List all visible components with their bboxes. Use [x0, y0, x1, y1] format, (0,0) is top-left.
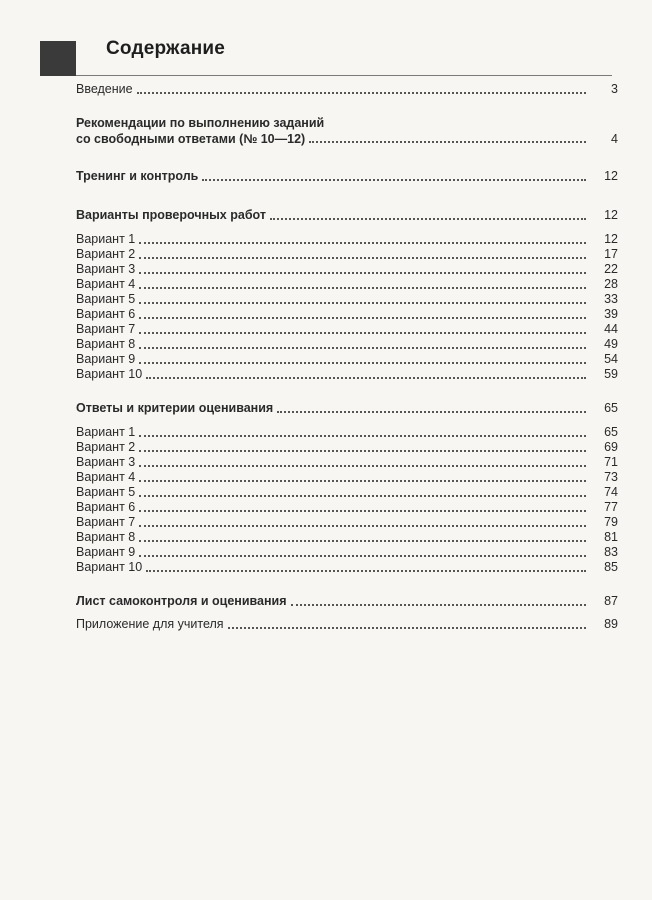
toc-entry-label: Вариант 10 — [76, 560, 143, 574]
toc-entry-page: 44 — [604, 322, 618, 336]
toc-entry-page: 12 — [604, 208, 618, 222]
toc-entry-variant[interactable] — [76, 352, 618, 367]
toc-entry-page: 65 — [604, 401, 618, 415]
dot-leader — [139, 540, 586, 542]
toc-entry-label: Введение — [76, 82, 133, 96]
toc-entry-answer-variant[interactable] — [76, 425, 618, 440]
toc-entry-page: 69 — [604, 440, 618, 454]
dot-leader — [228, 627, 586, 629]
toc-entry-training[interactable] — [76, 169, 618, 184]
toc-entry-page: 79 — [604, 515, 618, 529]
toc-entry-label: Вариант 5 — [76, 292, 136, 306]
toc-entry-label: Вариант 3 — [76, 262, 136, 276]
page-title: Содержание — [106, 38, 226, 59]
toc-entry-page: 54 — [604, 352, 618, 366]
toc-entry-page: 22 — [604, 262, 618, 276]
toc-entry-label: Вариант 9 — [76, 545, 136, 559]
toc-entry-label: Вариант 10 — [76, 367, 143, 381]
dot-leader — [139, 465, 586, 467]
toc-entry-page: 85 — [604, 560, 618, 574]
toc-entry-page: 87 — [604, 594, 618, 608]
toc-entry-answer-variant[interactable] — [76, 545, 618, 560]
toc-entry-page: 83 — [604, 545, 618, 559]
toc-entry-page: 12 — [604, 169, 618, 183]
heading-marker-block — [40, 41, 76, 76]
dot-leader — [137, 92, 586, 94]
toc-entry-page: 81 — [604, 530, 618, 544]
toc-entry-page: 33 — [604, 292, 618, 306]
toc-entry-recommendations[interactable] — [76, 115, 618, 147]
heading-rule — [76, 75, 612, 76]
dot-leader — [139, 272, 586, 274]
toc-entry-page: 71 — [604, 455, 618, 469]
toc-entry-variant[interactable] — [76, 247, 618, 262]
dot-leader — [202, 179, 586, 181]
dot-leader — [270, 218, 586, 220]
toc-entry-label: Вариант 2 — [76, 247, 136, 261]
toc-entry-page: 77 — [604, 500, 618, 514]
dot-leader — [139, 347, 586, 349]
toc-entry-answer-variant[interactable] — [76, 440, 618, 455]
toc-entry-intro[interactable] — [76, 82, 618, 97]
dot-leader — [139, 510, 586, 512]
toc-entry-label: Вариант 7 — [76, 322, 136, 336]
toc-entry-variant[interactable] — [76, 262, 618, 277]
toc-entry-page: 12 — [604, 232, 618, 246]
toc-entry-answer-variant[interactable] — [76, 470, 618, 485]
dot-leader — [139, 555, 586, 557]
toc-entry-variants[interactable] — [76, 208, 618, 223]
dot-leader — [139, 302, 586, 304]
toc-entry-page: 74 — [604, 485, 618, 499]
toc-entry-variant[interactable] — [76, 307, 618, 322]
toc-entry-label: Тренинг и контроль — [76, 169, 199, 183]
dot-leader — [139, 317, 586, 319]
toc-entry-variant[interactable] — [76, 277, 618, 292]
dot-leader — [139, 257, 586, 259]
toc-entry-label: Вариант 8 — [76, 530, 136, 544]
toc-entry-variant[interactable] — [76, 367, 618, 382]
dot-leader — [139, 332, 586, 334]
toc-entry-label: Вариант 5 — [76, 485, 136, 499]
toc-entry-page: 4 — [611, 132, 618, 146]
toc-entry-label: Ответы и критерии оценивания — [76, 401, 274, 415]
toc-entry-answers[interactable] — [76, 401, 618, 416]
toc-entry-page: 65 — [604, 425, 618, 439]
toc-entry-label: Вариант 2 — [76, 440, 136, 454]
toc-entry-page: 17 — [604, 247, 618, 261]
toc-entry-answer-variant[interactable] — [76, 455, 618, 470]
dot-leader — [277, 411, 586, 413]
toc-entry-label: Лист самоконтроля и оценивания — [76, 594, 287, 608]
toc-entry-label-line1: Рекомендации по выполнению заданий — [76, 116, 325, 130]
toc-entry-label: Приложение для учителя — [76, 617, 224, 631]
dot-leader — [291, 604, 586, 606]
toc-entry-label: Варианты проверочных работ — [76, 208, 266, 222]
toc-entry-page: 59 — [604, 367, 618, 381]
toc-entry-label: Вариант 9 — [76, 352, 136, 366]
toc-entry-appendix[interactable] — [76, 617, 618, 632]
toc-entry-label: Вариант 6 — [76, 500, 136, 514]
toc-entry-label: Вариант 7 — [76, 515, 136, 529]
toc-entry-page: 73 — [604, 470, 618, 484]
dot-leader — [139, 287, 586, 289]
toc-entry-variant[interactable] — [76, 292, 618, 307]
toc-entry-label-line2: со свободными ответами (№ 10—12) — [76, 132, 306, 146]
toc-entry-page: 89 — [604, 617, 618, 631]
dot-leader — [146, 377, 586, 379]
dot-leader — [139, 362, 586, 364]
dot-leader — [139, 495, 586, 497]
toc-entry-label: Вариант 6 — [76, 307, 136, 321]
toc-entry-label: Вариант 4 — [76, 277, 136, 291]
toc-entry-answer-variant[interactable] — [76, 485, 618, 500]
toc-entry-answer-variant[interactable] — [76, 515, 618, 530]
toc-entry-page: 28 — [604, 277, 618, 291]
toc-entry-variant[interactable] — [76, 322, 618, 337]
toc-entry-label: Вариант 1 — [76, 232, 136, 246]
toc-entry-answer-variant[interactable] — [76, 560, 618, 575]
toc-entry-variant[interactable] — [76, 337, 618, 352]
dot-leader — [139, 450, 586, 452]
toc-entry-label: Вариант 3 — [76, 455, 136, 469]
toc-entry-variant[interactable] — [76, 232, 618, 247]
toc-entry-page: 49 — [604, 337, 618, 351]
toc-entry-answer-variant[interactable] — [76, 530, 618, 545]
dot-leader — [309, 141, 586, 143]
dot-leader — [139, 242, 586, 244]
toc-entry-selfcheck[interactable] — [76, 594, 618, 609]
dot-leader — [139, 435, 586, 437]
dot-leader — [146, 570, 586, 572]
toc-entry-answer-variant[interactable] — [76, 500, 618, 515]
toc-entry-page: 3 — [611, 82, 618, 96]
toc-entry-label: Вариант 8 — [76, 337, 136, 351]
toc-entry-label: Вариант 1 — [76, 425, 136, 439]
toc-entry-label: Вариант 4 — [76, 470, 136, 484]
toc-entry-page: 39 — [604, 307, 618, 321]
dot-leader — [139, 480, 586, 482]
dot-leader — [139, 525, 586, 527]
